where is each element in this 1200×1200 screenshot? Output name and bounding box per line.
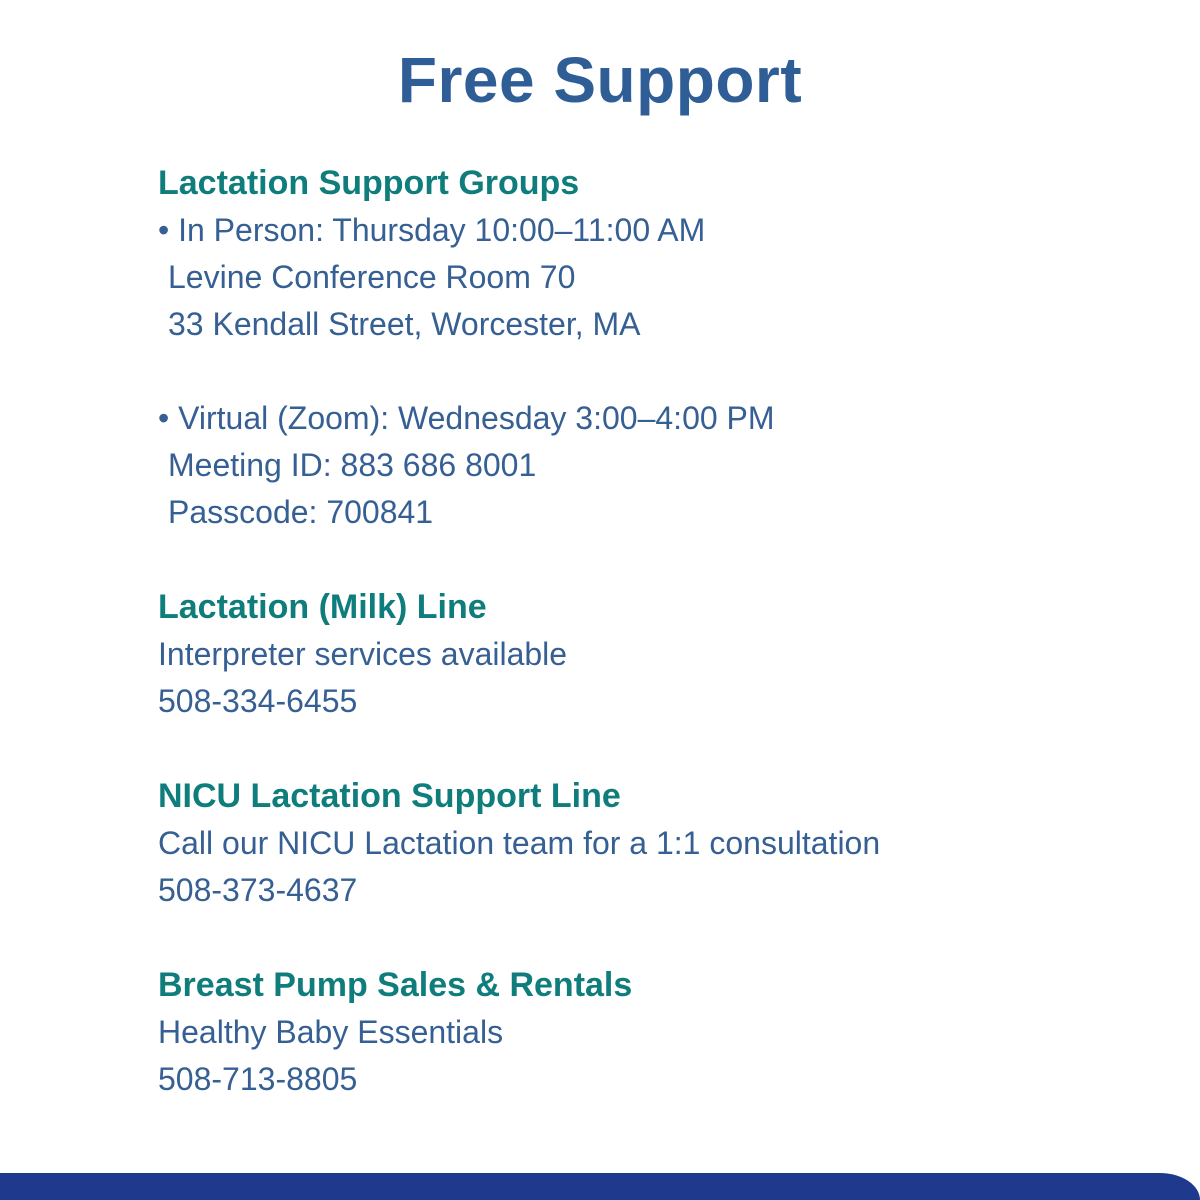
phone-number[interactable]: 508-713-8805 <box>158 1061 358 1097</box>
section-heading: Breast Pump Sales & Rentals <box>158 966 633 1004</box>
section-heading: Lactation (Milk) Line <box>158 588 487 626</box>
support-list <box>158 160 1158 1103</box>
section-nicu-line <box>158 773 1158 914</box>
zoom-meeting-id: Meeting ID: 883 686 8001 <box>168 447 537 483</box>
zoom-passcode: Passcode: 700841 <box>168 494 434 530</box>
page-title: Free Support <box>397 44 803 116</box>
phone-number[interactable]: 508-373-4637 <box>158 872 358 908</box>
section-description: Interpreter services available <box>158 636 568 672</box>
section-heading: Lactation Support Groups <box>158 164 580 202</box>
in-person-location: Levine Conference Room 70 <box>168 259 576 295</box>
phone-number[interactable]: 508-334-6455 <box>158 683 358 719</box>
in-person-schedule: • In Person: Thursday 10:00–11:00 AM <box>158 212 706 248</box>
vendor-name: Healthy Baby Essentials <box>158 1014 504 1050</box>
section-lactation-support-groups <box>158 160 1158 536</box>
section-breast-pump <box>158 962 1158 1103</box>
section-milk-line <box>158 584 1158 725</box>
footer-band <box>0 1173 1200 1200</box>
in-person-address: 33 Kendall Street, Worcester, MA <box>168 306 641 342</box>
section-heading: NICU Lactation Support Line <box>158 777 621 815</box>
section-description: Call our NICU Lactation team for a 1:1 consultation <box>158 825 881 861</box>
spacer <box>158 348 1158 395</box>
virtual-schedule: • Virtual (Zoom): Wednesday 3:00–4:00 PM <box>158 400 775 436</box>
